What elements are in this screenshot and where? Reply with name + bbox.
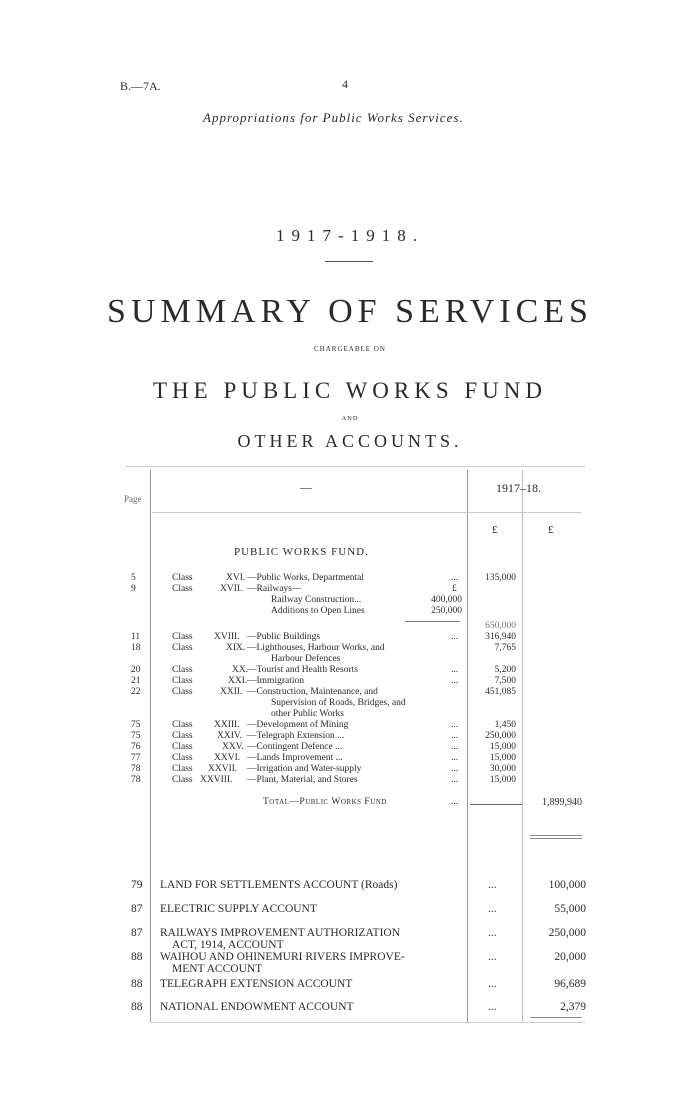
row-dots: ... [451,775,459,785]
sub-amount: 250,000 [431,606,462,616]
row-class: Class [172,676,193,686]
row-amount: 1,450 [494,720,516,730]
row-class: Class [172,573,193,583]
account-name: WAIHOU AND OHINEMURI RIVERS IMPROVE- [160,951,405,963]
table-row [0,774,700,786]
account-dots: ... [488,978,497,990]
row-amount: 15,000 [489,753,516,763]
account-dots: ... [488,951,497,963]
account-amount: 250,000 [548,927,586,939]
row-class-number: XIX. [226,643,246,653]
year-column-header: 1917–18. [496,481,541,495]
description-column-dash: — [300,480,312,494]
row-description: —Irrigation and Water-supply [247,764,362,774]
row-page: 21 [131,676,141,686]
row-class-number: XXII. [220,687,243,697]
row-description: —Tourist and Health Resorts [247,665,358,675]
total-public-works-fund-label: Total—Public Works Fund [263,797,387,807]
row-page: 76 [131,742,141,752]
row-amount: 15,000 [489,742,516,752]
row-page: 78 [131,775,141,785]
row-class-number: XVIII. [214,632,240,642]
document-reference: B.—7A. [120,79,161,93]
row-page: 20 [131,665,141,675]
row-description: —Construction, Maintenance, and [247,687,378,697]
title-and: AND [341,415,359,422]
row-description: —Public Works, Departmental [247,573,364,583]
row-description: —Development of Mining [247,720,349,730]
account-amount: 96,689 [554,978,586,990]
account-name: NATIONAL ENDOWMENT ACCOUNT [160,1001,354,1013]
row-class: Class [172,731,193,741]
row-class: Class [172,643,193,653]
currency-symbol-2: £ [548,524,554,536]
section-heading-public-works-fund: PUBLIC WORKS FUND. [234,546,369,558]
row-amount: 5,200 [494,665,516,675]
account-dots: ... [488,927,497,939]
sub-amount: 400,000 [431,595,462,605]
row-page: 22 [131,687,141,697]
row-description: —Telegraph Extension ... [247,731,345,741]
row-class: Class [172,753,193,763]
row-description: —Lighthouses, Harbour Works, and [247,643,385,653]
row-dots: ... [451,720,459,730]
row-description: —Railways— [247,584,302,594]
table-bottom-rule [150,1022,585,1023]
row-class: Class [172,584,193,594]
railways-pound-sign: £ [452,584,457,594]
row-description: other Public Works [271,709,344,719]
account-name: ELECTRIC SUPPLY ACCOUNT [160,903,317,915]
account-name: RAILWAYS IMPROVEMENT AUTHORIZATION [160,927,401,939]
account-name-line2: ACT, 1914, ACCOUNT [172,939,284,951]
row-page: 11 [131,632,141,642]
year-underline [325,261,373,262]
row-dots: ... [451,742,459,752]
row-page: 77 [131,753,141,763]
row-class-number: XXVII. [208,764,238,774]
row-class-number: XXIII. [214,720,240,730]
row-class-number: XX. [232,665,249,675]
row-class: Class [172,665,193,675]
sub-label: Additions to Open Lines [271,606,365,616]
account-dots: ... [488,879,497,891]
row-page: 78 [131,764,141,774]
row-dots: ... [451,731,459,741]
row-description: —Public Buildings [247,632,321,642]
account-page: 87 [131,903,143,915]
account-dots: ... [488,903,497,915]
row-class-number: XVII. [220,584,243,594]
account-name: TELEGRAPH EXTENSION ACCOUNT [160,978,353,990]
account-dots: ... [488,1001,497,1013]
row-description: Supervision of Roads, Bridges, and [271,698,406,708]
row-description: —Lands Improvement ... [247,753,343,763]
page-number: 4 [342,77,348,91]
row-class: Class [172,632,193,642]
row-amount: 250,000 [485,731,516,741]
row-amount: 135,000 [485,573,516,583]
account-page: 88 [131,951,143,963]
table-top-rule [125,466,585,467]
row-amount: 7,765 [494,643,516,653]
row-dots: ... [451,764,459,774]
railways-total-amount: 650,000 [485,621,516,631]
row-class-number: XVI. [226,573,246,583]
row-page: 75 [131,731,141,741]
row-dots: ... [451,753,459,763]
row-class: Class [172,742,193,752]
row-class-number: XXVIII. [200,775,233,785]
row-description: —Immigration [247,676,304,686]
title-other-accounts: OTHER ACCOUNTS. [237,431,463,451]
account-page: 87 [131,927,143,939]
row-description: Harbour Defences [271,654,341,664]
row-description: —Contingent Defence ... [247,742,343,752]
row-page: 5 [131,573,136,583]
row-class: Class [172,764,193,774]
row-class: Class [172,775,193,785]
row-class: Class [172,687,193,697]
account-amount: 20,000 [554,951,586,963]
final-amount-rule [530,1017,582,1018]
railways-sub-row [0,605,700,617]
row-class-number: XXI. [228,676,248,686]
title-public-works-fund: THE PUBLIC WORKS FUND [152,378,548,403]
row-dots: ... [451,676,459,686]
row-amount: 30,000 [489,764,516,774]
total-dots: ... [451,797,459,807]
account-amount: 55,000 [554,903,586,915]
row-class-number: XXVI. [214,753,241,763]
row-dots: ... [451,665,459,675]
header-rule [152,512,582,513]
total-lead-rule [470,804,522,805]
account-page: 88 [131,1001,143,1013]
row-amount: 316,940 [485,632,516,642]
year-heading: 1917-1918. [276,226,424,245]
account-amount: 100,000 [548,879,586,891]
account-name-line2: MENT ACCOUNT [172,963,263,975]
row-dots: ... [451,632,459,642]
row-class-number: XXV. [222,742,244,752]
account-amount: 2,379 [560,1001,586,1013]
row-dots: ... [451,573,459,583]
title-summary-of-services: SUMMARY OF SERVICES [107,293,593,330]
account-page: 79 [131,879,143,891]
row-amount: 7,500 [494,676,516,686]
sub-label: Railway Construction... [271,595,362,605]
account-page: 88 [131,978,143,990]
running-title: Appropriations for Public Works Services. [203,110,464,125]
total-double-rule-2 [530,838,582,839]
row-amount: 15,000 [489,775,516,785]
row-page: 75 [131,720,141,730]
row-page: 18 [131,643,141,653]
account-name: LAND FOR SETTLEMENTS ACCOUNT (Roads) [160,879,398,891]
currency-symbol-1: £ [492,524,498,536]
page-column-label: Page [124,494,142,504]
row-description: —Plant, Material, and Stores [247,775,358,785]
row-amount: 451,085 [485,687,516,697]
row-class-number: XXIV. [217,731,242,741]
title-chargeable-on: CHARGEABLE ON [314,345,386,353]
row-page: 9 [131,584,136,594]
row-class: Class [172,720,193,730]
total-public-works-fund-amount: 1,899,940 [542,797,582,808]
total-double-rule-1 [530,835,582,836]
